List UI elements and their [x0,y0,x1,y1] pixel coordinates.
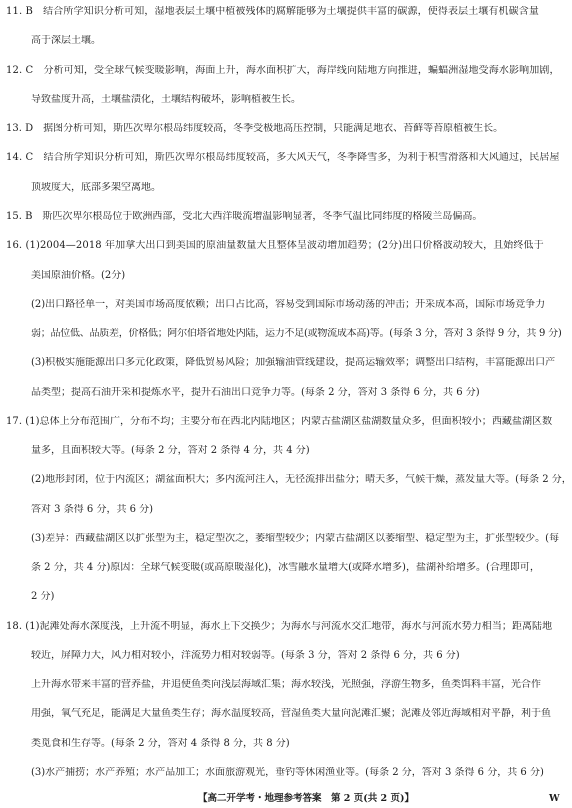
text-line: 品类型；提高石油开采和提炼水平，提升石油出口竞争力等。(每条 2 分，答对 3 条得 6 分，共 6 分) [31,387,480,398]
page-footer [0,793,572,806]
text-line: (3)差异：西藏盐湖区以扩张型为主，稳定型次之，萎缩型较少；内蒙古盐湖区以萎缩型、稳定型为主，扩张型较少。(每 [31,533,560,544]
footer-title: 【高二开学考・地理参考答案 第 2 页(共 2 页)】 [198,793,414,804]
text-line: (3)积极实施能源出口多元化政策，降低贸易风险；加强输油管线建设，提高运输效率；调整出口结构，丰富能源出口产 [31,357,556,368]
text-line: 顶坡度大，底部多架空离地。 [31,182,161,193]
text-line: (2)地形封闭，位于内流区；湖盆面积大；多内流河注入，无径流排出盐分；晴天多，气候干燥，蒸发量大等。(每条 2 分， [31,474,572,485]
text-line: 用强，氧气充足，能满足大量鱼类生存；海水温度较高，营湿鱼类大量向泥滩汇聚；泥滩及邻近海域相对平静，利于鱼 [31,708,551,719]
text-line: 11. B 结合所学知识分析可知，湿地表层土壤中植被残体的腐解能够为土壤提供丰富的碳源，使得表层土壤有机碳含量 [6,6,540,17]
text-line: 较近，屏障力大，风力相对较小，洋流势力相对较弱等。(每条 3 分，答对 2 条得 6 分，共 6 分) [31,650,460,661]
text-line: 导致盐度升高，土壤盐渍化，土壤结构破坏，影响植被生长。 [31,94,301,105]
text-line: 弱；品位低、品质差，价格低；阿尔伯塔省地处内陆，运力不足(或物流成本高)等。(每条 3 分，答对 3 条得 9 分，共 9 分) [31,328,562,339]
text-line: 答对 3 条得 6 分，共 6 分) [31,504,154,515]
text-line: 高于深层土壤。 [31,35,101,46]
text-line: 14. C 结合所学知识分析可知，斯匹次卑尔根岛纬度较高，多大风天气，冬季降雪多，为利于积雪滑落和大风通过，民居屋 [6,152,560,163]
text-line: 17. (1)总体上分布范围广，分布不均；主要分布在西北内陆地区；内蒙古盐湖区盐湖数量众多，但面积较小；西藏盐湖区数 [6,416,553,427]
text-line: 量多，且面积较大等。(每条 2 分，答对 2 条得 4 分，共 4 分) [31,445,310,456]
text-line: 16. (1)2004—2018 年加拿大出口到美国的原油量数量大且整体呈波动增加趋势；(2分)出口价格波动较大，且始终低于 [6,240,544,251]
text-line: 类觅食和生存等。(每条 2 分，答对 4 条得 8 分，共 8 分) [31,738,290,749]
text-line: 美国原油价格。(2分) [31,270,126,281]
footer-code: W [549,793,560,804]
text-line: (3)水产捕捞；水产养殖；水产品加工；水面旅游观光，垂钓等休闲渔业等。(每条 2 分，答对 3 条得 6 分，共 6 分) [31,767,544,778]
text-line: 条 2 分，共 4 分)原因：全球气候变暖(或高原暖湿化)，冰雪融水量增大(或降水增多)，盐湖补给增多。(合理即可， [31,562,540,573]
text-line: (2)出口路径单一，对美国市场高度依赖；出口占比高，容易受到国际市场动荡的冲击；开采成本高，国际市场竞争力 [31,299,546,310]
text-line: 18. (1)泥滩处海水深度浅，上升流不明显，海水上下交换少；为海水与河流水交汇地带，海水与河流水势力相当；距离陆地 [6,621,553,632]
text-line: 上升海水带来丰富的营养盐，并追使鱼类向浅层海域汇集；海水较浅，光照强，浮游生物多，鱼类饵料丰富，光合作 [31,679,541,690]
text-line: 12. C 分析可知，受全球气候变暖影响，海面上升，海水面积扩大，海岸线向陆地方向推进，蝙蝠洲湿地受海水影响加剧， [6,65,560,76]
text-line: 2 分) [31,591,55,602]
text-line: 15. B 斯匹次卑尔根岛位于欧洲西部，受北大西洋暖流增温影响显著，冬季气温比同纬度的格陵兰岛偏高。 [6,211,483,222]
text-line: 13. D 据图分析可知，斯匹次卑尔根岛纬度较高，冬季受极地高压控制，只能满足地衣、苔藓等苔原植被生长。 [6,123,504,134]
